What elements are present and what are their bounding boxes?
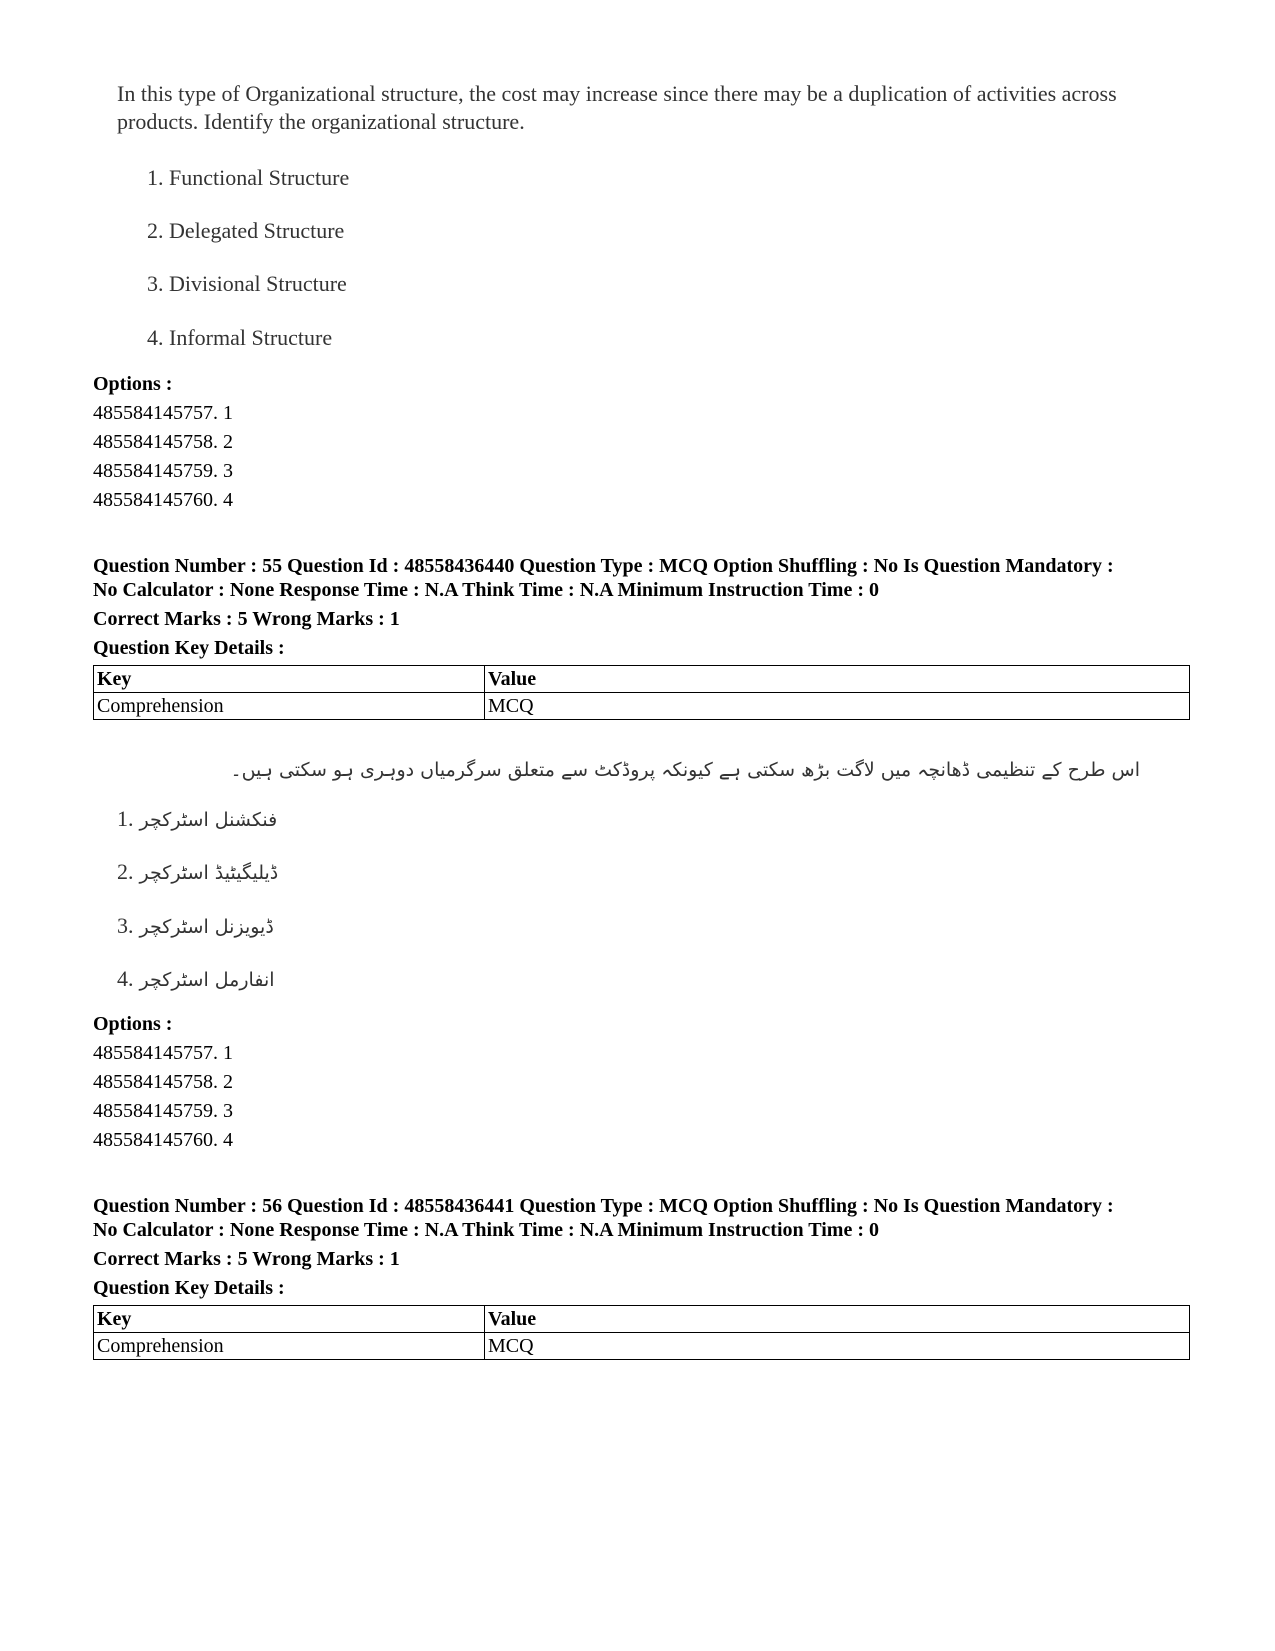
english-option-4: 4. Informal Structure — [147, 325, 333, 350]
table-header-value: Value — [485, 1306, 1190, 1333]
table-header-row — [94, 1306, 1190, 1333]
question-key-table — [93, 1305, 1190, 1360]
question-key-details-label: Question Key Details : — [93, 637, 285, 659]
question-header-line1: Question Number : 56 Question Id : 48558436441 Question Type : MCQ Option Shuffling : No Is Question Mandatory : — [93, 1195, 1114, 1217]
english-option-2: 2. Delegated Structure — [147, 218, 345, 243]
option-id-4: 485584145760. 4 — [93, 1129, 233, 1151]
urdu-option-text: فنکشنل اسٹرکچر — [139, 809, 278, 831]
urdu-option-4 — [117, 965, 275, 994]
option-id-2: 485584145758. 2 — [93, 1071, 233, 1093]
question-marks: Correct Marks : 5 Wrong Marks : 1 — [93, 608, 400, 630]
question-marks: Correct Marks : 5 Wrong Marks : 1 — [93, 1248, 400, 1270]
question-text-urdu: اس طرح کے تنظیمی ڈھانچہ میں لاگت بڑھ سکتی ہے کیونکہ پروڈکٹ سے متعلق سرگرمیاں دوہری ہو سکتی ہیں۔ — [230, 759, 1140, 781]
english-option-3: 3. Divisional Structure — [147, 271, 347, 296]
table-cell-key: Comprehension — [94, 1333, 485, 1360]
option-id-3: 485584145759. 3 — [93, 460, 233, 482]
table-row — [94, 1333, 1190, 1360]
question-key-details-label: Question Key Details : — [93, 1277, 285, 1299]
urdu-option-3 — [117, 912, 274, 941]
table-cell-key: Comprehension — [94, 693, 485, 720]
urdu-option-number: 4. — [117, 966, 134, 991]
question-header-line2: No Calculator : None Response Time : N.A Think Time : N.A Minimum Instruction Time : 0 — [93, 579, 879, 601]
urdu-option-number: 2. — [117, 859, 134, 884]
table-header-key: Key — [94, 666, 485, 693]
option-id-4: 485584145760. 4 — [93, 489, 233, 511]
options-label: Options : — [93, 1013, 173, 1035]
option-id-3: 485584145759. 3 — [93, 1100, 233, 1122]
question-header-line1: Question Number : 55 Question Id : 48558436440 Question Type : MCQ Option Shuffling : No Is Question Mandatory : — [93, 555, 1114, 577]
option-id-2: 485584145758. 2 — [93, 431, 233, 453]
urdu-option-number: 1. — [117, 806, 134, 831]
urdu-option-2 — [117, 858, 278, 887]
table-header-value: Value — [485, 666, 1190, 693]
urdu-option-text: ڈیلیگیٹیڈ اسٹرکچر — [139, 862, 279, 884]
english-option-1: 1. Functional Structure — [147, 165, 350, 190]
urdu-option-text: انفارمل اسٹرکچر — [139, 969, 275, 991]
urdu-option-number: 3. — [117, 913, 134, 938]
table-row — [94, 693, 1190, 720]
options-label: Options : — [93, 373, 173, 395]
question-header-line2: No Calculator : None Response Time : N.A Think Time : N.A Minimum Instruction Time : 0 — [93, 1219, 879, 1241]
table-header-key: Key — [94, 1306, 485, 1333]
urdu-option-1 — [117, 805, 277, 834]
table-header-row — [94, 666, 1190, 693]
option-id-1: 485584145757. 1 — [93, 1042, 233, 1064]
urdu-option-text: ڈیویزنل اسٹرکچر — [139, 916, 274, 938]
question-key-table — [93, 665, 1190, 720]
table-cell-value: MCQ — [485, 1333, 1190, 1360]
question-text-english: In this type of Organizational structure, the cost may increase since there may be a duplication of activities across products. Identify the organizational structure. — [117, 81, 1117, 134]
option-id-1: 485584145757. 1 — [93, 402, 233, 424]
table-cell-value: MCQ — [485, 693, 1190, 720]
